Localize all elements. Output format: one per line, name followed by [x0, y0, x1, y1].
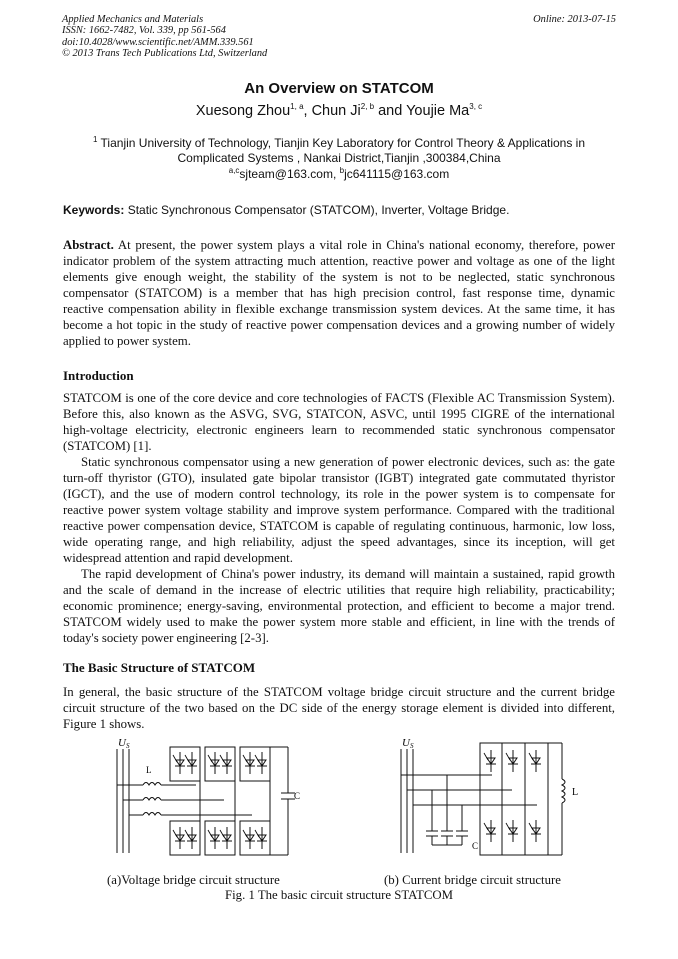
issn-line: ISSN: 1662-7482, Vol. 339, pp 561-564 [62, 25, 226, 37]
copyright-line: © 2013 Trans Tech Publications Ltd, Switzerland [62, 47, 268, 59]
author-line [0, 102, 678, 119]
inductor-label: L [572, 787, 579, 798]
abstract [63, 237, 615, 349]
author-sup: 2, b [360, 102, 375, 111]
abstract-label: Abstract. [63, 238, 114, 252]
figure-caption-a: (a)Voltage bridge circuit structure [107, 873, 280, 887]
affiliation [80, 132, 598, 166]
figure-caption: Fig. 1 The basic circuit structure STATCOM [225, 888, 453, 902]
figure-caption-b: (b) Current bridge circuit structure [384, 873, 561, 887]
affiliation-sup: 1 [92, 135, 98, 144]
email-address: sjteam@163.com, [239, 167, 340, 181]
intro-paragraph-1: STATCOM is one of the core device and core technologies of FACTS (Flexible AC Transmission System). Before this, also known as the ASVG, SVG, STATCON, ASVC, until 1995 CIGRE of the international high-voltage electricity, electronic engineers learn to recommended static synchronous compensator (STATCOM) [1]. [63, 391, 615, 453]
author-separator: , [303, 102, 312, 119]
intro-paragraph-2: Static synchronous compensator using a new generation of power electronic devices, such as: the gate turn-off thyristor (GTO), insulated gate bipolar transistor (IGBT) integrated gate commutated thyristor (IGCT), and the use of modern control technology, its role in the power system is to compensate for reactive power system voltage stability and improve system performance. Compared with the traditional reactive power compensation device, STATCOM is capable of regulating continuous, harmonic, low loss, wide operating range, and high reliability, adjust the speed advantages, since its inception, will get widespread attention and rapid development. [63, 455, 615, 565]
author-name: Chun Ji [311, 102, 361, 119]
intro-paragraph-3: The rapid development of China's power industry, its demand will maintain a sustained, rapid growth and the scale of demand in the increase of electric utilities that require high reliability, practicability; economic prominence; energy-saving, environmental protection, and efficient to become a major trend. STATCOM widely used to make the power system more stable and efficient, in line with the trends of today's society power engineering [2-3]. [63, 567, 615, 645]
us-label: U [118, 737, 126, 749]
author-sup: 1, a [290, 102, 304, 111]
current-bridge-circuit-diagram [392, 735, 602, 867]
keywords-label: Keywords: [63, 203, 125, 217]
basic-structure-paragraph: In general, the basic structure of the STATCOM voltage bridge circuit structure and the current bridge circuit structure of the two based on the DC side of the energy storage element is divided into different, Figure 1 shows. [63, 685, 615, 731]
affiliation-text: Tianjin University of Technology, Tianjin Key Laboratory for Control Theory & Applications in Complicated Systems , Nankai District,Tianjin ,300384,China [100, 136, 586, 165]
inductor-label: L [146, 765, 152, 775]
voltage-bridge-circuit-diagram [108, 735, 328, 867]
capacitor-label: C [472, 841, 479, 851]
us-subscript: S [126, 742, 130, 750]
abstract-text: At present, the power system plays a vital role in China's national economy, therefore, power indicator problem of the system attracting much attention, reactive power and voltage as one of the light elements give enough weight, the stability of the system is not to be neglected, static synchronous compensator (STATCOM) is a member that has high precision control, fast response time, dynamic reactive compensation ability in flexible exchange transmission system devices. At the same time, it has become a hot topic in the study of reactive power compensation devices and a growing number of widely applied to power system. [63, 238, 615, 348]
online-date: Online: 2013-07-15 [533, 14, 616, 25]
capacitor-label: C [294, 791, 301, 801]
author-separator: and [374, 102, 407, 119]
email-sup: a,c [228, 166, 240, 175]
email-address: jc641115@163.com [344, 167, 450, 181]
keywords-text: Static Synchronous Compensator (STATCOM), Inverter, Voltage Bridge. [124, 203, 510, 217]
author-name: Xuesong Zhou [195, 102, 291, 119]
doi-line: doi:10.4028/www.scientific.net/AMM.339.561 [62, 36, 254, 48]
journal-name: Applied Mechanics and Materials [62, 14, 204, 25]
author-name: Youjie Ma [406, 102, 470, 119]
section-heading-introduction: Introduction [63, 368, 134, 383]
email-sup: b [339, 166, 345, 175]
journal-header [62, 14, 267, 59]
email-line [0, 166, 678, 181]
keywords [63, 203, 615, 217]
section-heading-basic-structure: The Basic Structure of STATCOM [63, 660, 256, 675]
us-label: U [402, 737, 410, 749]
us-subscript: S [410, 742, 414, 750]
paper-title: An Overview on STATCOM [244, 80, 434, 97]
author-sup: 3, c [469, 102, 483, 111]
